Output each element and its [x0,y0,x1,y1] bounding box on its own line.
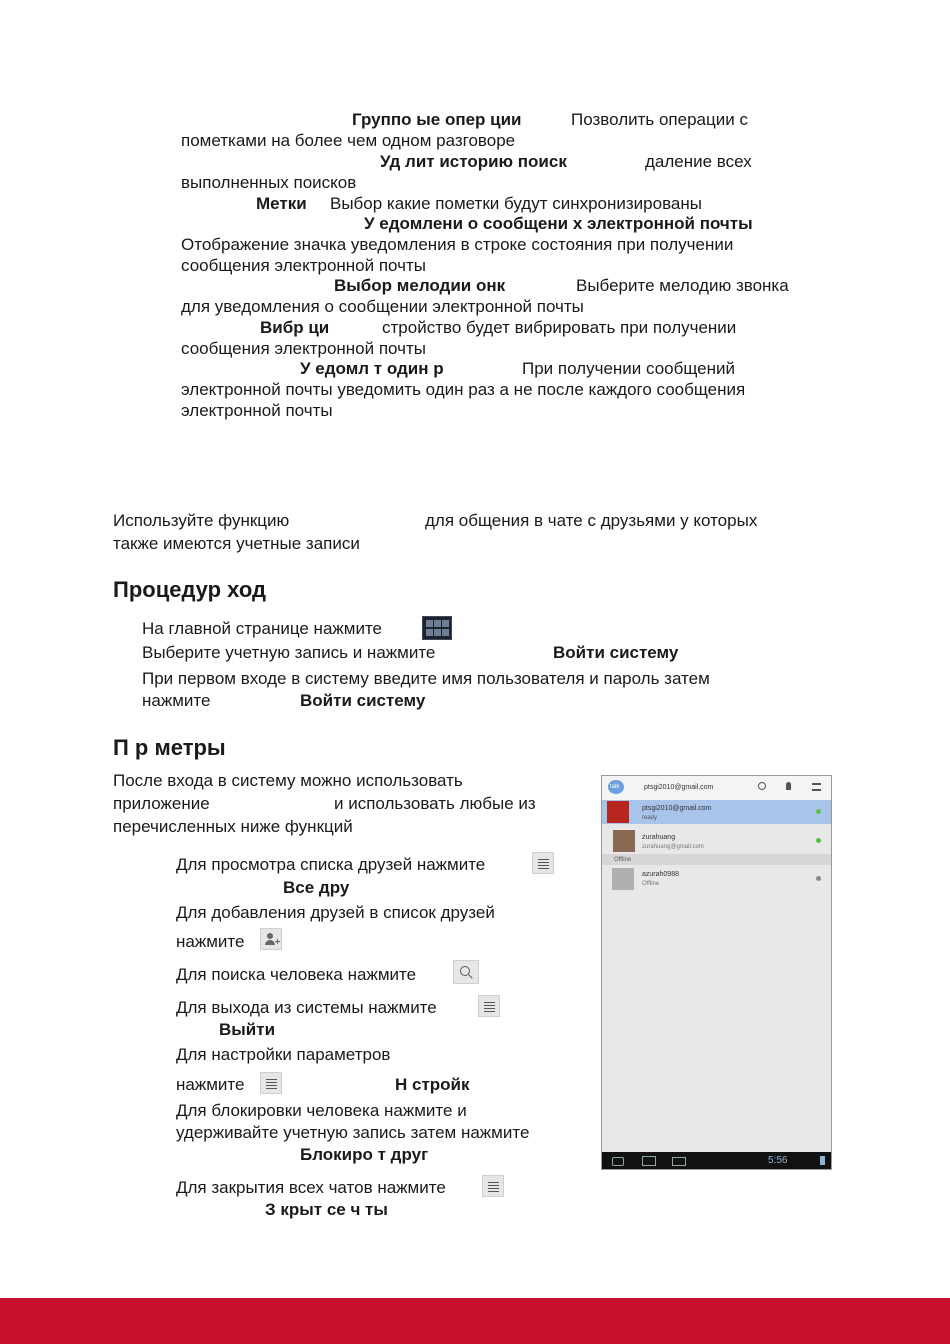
offline-status-icon [816,876,821,881]
menu-icon [482,1175,504,1197]
param-add-friend: Для добавления друзей в список друзей [176,903,495,922]
login-step-2: Выберите учетную запись и нажмите [142,643,436,662]
contact-avatar [612,868,634,890]
param-logout: Для выхода из системы нажмите [176,998,437,1017]
params-intro-1: После входа в систему можно использовать [113,771,463,790]
menu-icon [532,852,554,874]
intro-text-c: также имеются учетные записи [113,534,360,553]
setting-term-ringtone: Выбор мелодии онк [334,276,506,295]
add-friend-icon [260,928,282,950]
contact-status: Offline [642,881,660,887]
contact-name: zurahuang [642,834,676,841]
contact-name: ptsgi2010@gmail.com [642,805,712,812]
param-block-option: Блокиро т друг [300,1145,429,1164]
setting-desc-clear-history-cont: выполненных поисков [181,173,357,192]
param-search: Для поиска человека нажмите [176,965,417,984]
setting-term-email-notify: У едомлени о сообщени х электронной почты [364,214,753,233]
apps-grid-icon [422,616,452,640]
menu-icon [478,995,500,1017]
login-heading: Процедур ход [113,577,266,602]
intro-text-b: для общения в чате с друзьями у которых [425,511,758,530]
params-intro-2a: приложение [113,794,210,813]
param-settings-option: Н стройк [395,1075,470,1094]
param-block: Для блокировки человека нажмите и [176,1101,467,1120]
login-step-3: При первом входе в систему введите имя пользователя и пароль затем [142,669,710,688]
param-close-chats-option: З крыт се ч ты [265,1200,388,1219]
login-step-1: На главной странице нажмите [142,619,383,638]
talk-add-friend-icon [786,782,791,790]
params-intro-3: перечисленных ниже функций [113,817,353,836]
menu-icon [260,1072,282,1094]
login-step-3-button: Войти систему [300,691,426,710]
param-block-cont: удерживайте учетную запись затем нажмите [176,1123,530,1142]
talk-group-header [602,854,831,865]
talk-app-screenshot [601,775,832,1170]
params-intro-2b: и использовать любые из [334,794,536,813]
talk-logo-text: talk [610,784,620,790]
clock: 5:56 [768,1155,788,1166]
setting-desc-batch: Позволить операции с [571,110,748,129]
param-friends-list-option: Все дру [283,878,350,897]
talk-top-bar [602,776,831,801]
setting-desc-clear-history: даление всех [645,152,752,171]
home-icon [642,1156,656,1166]
param-close-chats: Для закрытия всех чатов нажмите [176,1178,446,1197]
login-step-2-button: Войти систему [553,643,679,662]
setting-desc-ringtone-cont: для уведомления о сообщении электронной почты [181,297,584,316]
online-status-icon [816,809,821,814]
login-step-3-cont: нажмите [142,691,211,710]
setting-desc-email-notify-cont: сообщения электронной почты [181,256,426,275]
setting-desc-batch-cont: пометками на более чем одном разговоре [181,131,516,150]
setting-term-batch: Группо ые опер ции [352,110,522,129]
setting-term-labels: Метки [256,194,307,213]
param-settings: Для настройки параметров [176,1045,391,1064]
recent-apps-icon [672,1157,686,1166]
setting-desc-labels: Выбор какие пометки будут синхронизированы [330,194,702,213]
contact-avatar [613,830,635,852]
setting-desc-email-notify: Отображение значка уведомления в строке состояния при получении [181,235,734,254]
contact-name: azurah0988 [642,871,679,878]
online-status-icon [816,838,821,843]
param-settings-cont: нажмите [176,1075,245,1094]
group-label: Offline [614,857,632,863]
param-friends-list: Для просмотра списка друзей нажмите [176,855,486,874]
intro-text-a: Используйте функцию [113,511,290,530]
contact-status: zurahuang@gmail.com [642,844,704,850]
setting-desc-notify-once-cont2: электронной почты [181,401,333,420]
talk-account: ptsgi2010@gmail.com [644,784,714,791]
params-heading: П р метры [113,735,226,760]
footer-bar [0,1298,950,1344]
contact-status: ready [642,815,658,821]
back-icon [612,1157,624,1166]
setting-term-notify-once: У едомл т один р [300,359,444,378]
setting-desc-vibrate: стройство будет вибрировать при получении [382,318,737,337]
setting-desc-ringtone: Выберите мелодию звонка [576,276,789,295]
talk-contact-row [602,800,831,824]
param-add-friend-cont: нажмите [176,932,245,951]
setting-desc-notify-once: При получении сообщений [522,359,735,378]
battery-icon [820,1156,825,1165]
search-icon [453,960,479,984]
talk-contact-row [602,828,831,854]
talk-menu-icon [812,783,821,791]
talk-contact-row [602,866,831,892]
talk-search-icon [758,782,766,790]
setting-desc-notify-once-cont: электронной почты уведомить один раз а не после каждого сообщения [181,380,746,399]
contact-avatar [607,801,629,823]
param-logout-option: Выйти [219,1020,276,1039]
tablet-nav-bar [602,1152,831,1170]
setting-term-clear-history: Уд лит историю поиск [380,152,567,171]
setting-term-vibrate: Вибр ци [260,318,330,337]
setting-desc-vibrate-cont: сообщения электронной почты [181,339,426,358]
